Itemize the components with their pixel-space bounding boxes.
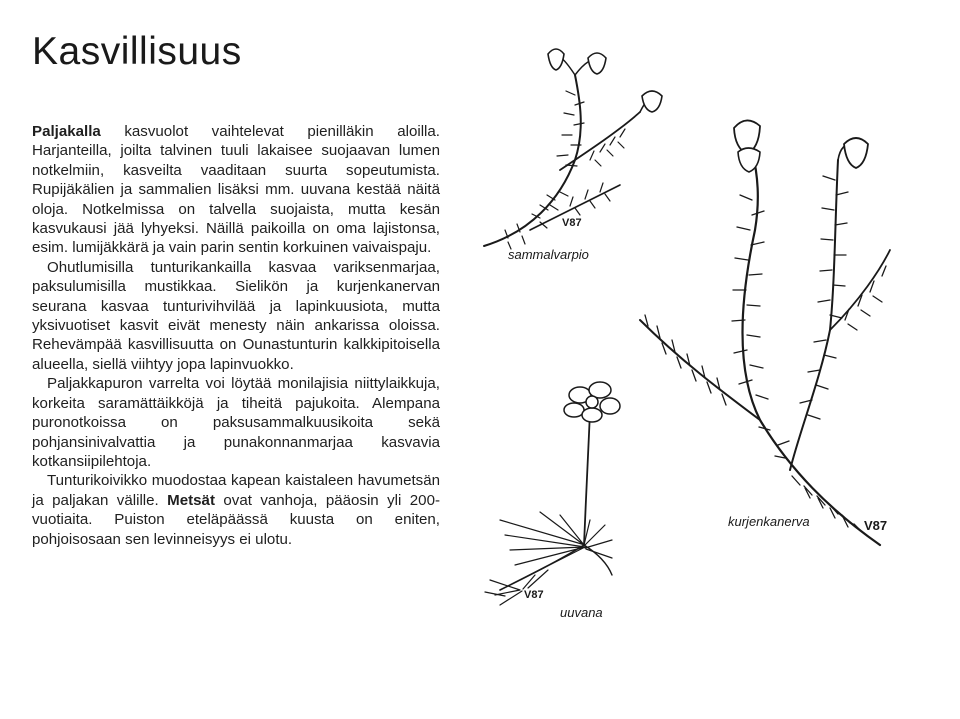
caption-uuvana: uuvana [560,605,603,620]
paragraph-2: Ohutlumisilla tunturikankailla kasvaa variksenmarjaa, paksulumisilla mustikkaa. Sielikön ja kurjenkanervan seurana kasvaa tunturivihvilää ja lapinkuusiota, mutta yksivuotiset kasvit eivät menesty näin ankarissa oloissa. Rehevämpää kasvillisuutta on Ounastunturin kalkkipitoisella alueella, siellä viihtyy jopa lapinvuokko. [32,258,440,373]
caption-kurjenkanerva: kurjenkanerva [728,514,810,529]
paragraph-1-text: kasvuolot vaihtelevat pienilläkin aloilla. Harjanteilla, joilta talvinen tuuli lakaisee suojaavan lumen notkelmiin, kasveilta vaaditaan suurta sopeutumista. Rupijäkälien ja sammalien lisäksi mm. uuvana kestää näitä oloja. Notkelmissa on talvella suojaista, mutta kesän kasvukausi jää lyhyeksi. Näillä paikoilla on oma lajistonsa, esim. lumijäkkärä ja vain parin sentin korkuinen vaivaispaju. [32,123,440,257]
signature-kurjenkanerva: V87 [864,518,888,533]
page-title: Kasvillisuus [32,30,242,73]
signature-sammalvarpio: V87 [562,217,582,229]
uuvana-illustration [485,382,620,605]
paragraph-4-bold: Metsät [167,491,215,509]
paragraph-4-text-b: ovat vanhoja, pääosin yli 200-vuotiaita. Puiston eteläpäässä kuusta on eniten, pohjoisosaan sen levinneisyys ei ulotu. [32,491,440,548]
caption-sammalvarpio: sammalvarpio [508,247,589,262]
paragraph-3: Paljakkapuron varrelta voi löytää monilajisia niittylaikkuja, korkeita saramättäikköjä ja tiheitä pajukoita. Alempana puronotkoissa on paksusammalkuusikoita sekä pohjansinivalvattia ja punakonnanmarjaa kasvavia kotkansiipilehtoja. [32,375,440,470]
paragraph-1-bold: Paljakalla [32,123,101,140]
paragraph-4-text-a: Tunturikoivikko muodostaa kapean kaistaleen havumetsän ja paljakan välille. [32,472,440,509]
kurjenkanerva-illustration [640,120,890,545]
signature-uuvana: V87 [524,589,544,601]
